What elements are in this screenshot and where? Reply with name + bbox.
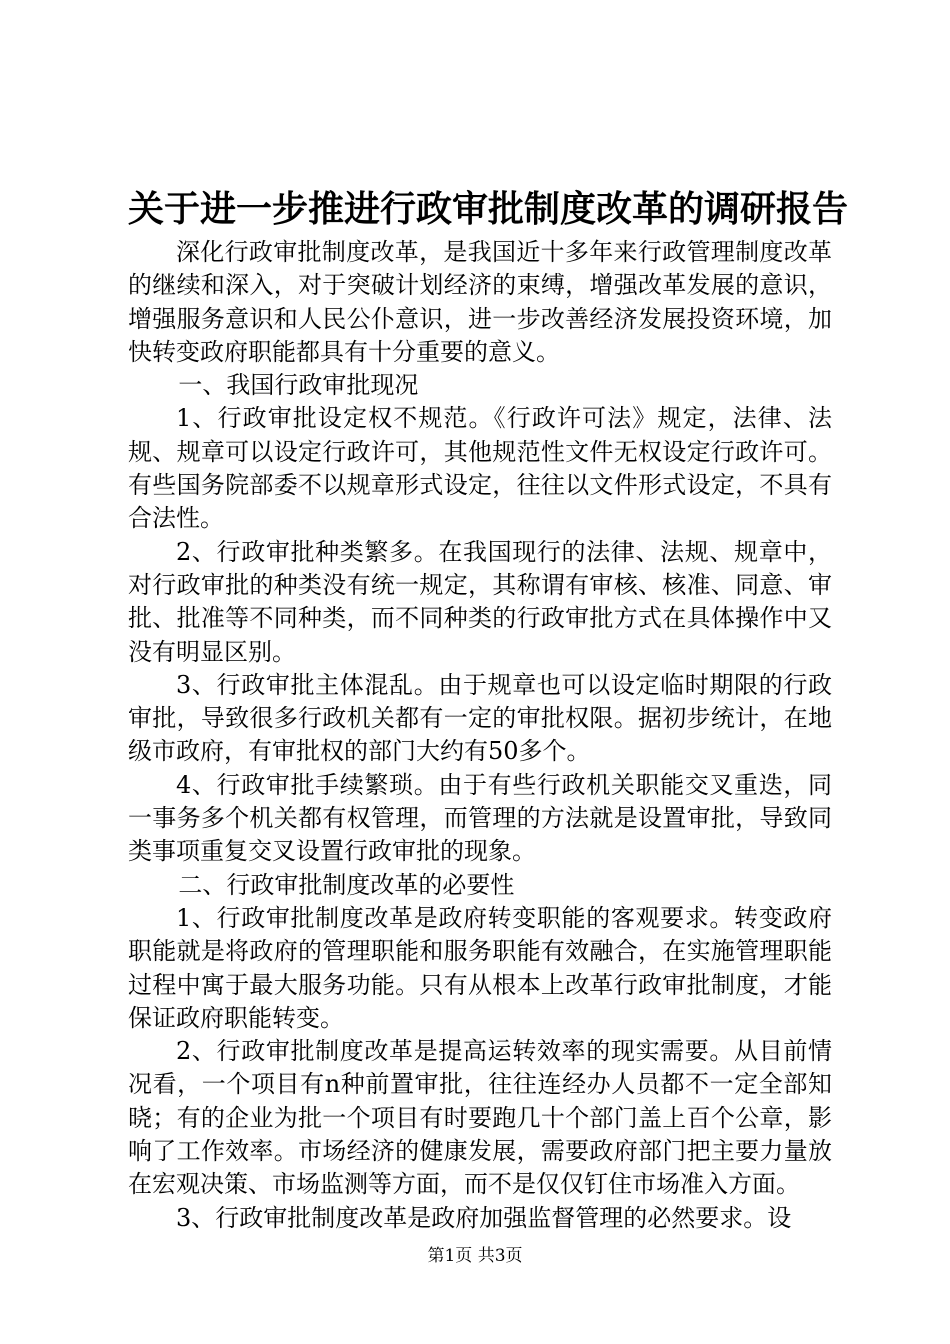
section-heading-status: 一、我国行政审批现况 <box>178 371 419 400</box>
intro-paragraph: 深化行政审批制度改革，是我国近十多年来行政管理制度改革的继续和深入，对于突破计划经济的束缚，增强改革发展的意识，增强服务意识和人民公仆意识，进一步改善经济发展投资环境，加快转变政府职能都具有十分重要的意义。 <box>128 238 832 366</box>
list-item: 1、行政审批制度改革是政府转变职能的客观要求。转变政府职能就是将政府的管理职能和服务职能有效融合，在实施管理职能过程中寓于最大服务功能。只有从根本上改革行政审批制度，才能保证政府职能转变。 <box>128 903 832 1032</box>
list-item: 1、行政审批设定权不规范。《行政许可法》规定，法律、法规、规章可以设定行政许可，其他规范性文件无权设定行政许可。有些国务院部委不以规章形式设定，往往以文件形式设定，不具有合法性。 <box>128 404 832 533</box>
list-item: 4、行政审批手续繁琐。由于有些行政机关职能交叉重迭，同一事务多个机关都有权管理，而管理的方法就是设置审批，导致同类事项重复交叉设置行政审批的现象。 <box>128 770 832 866</box>
section-heading-necessity: 二、行政审批制度改革的必要性 <box>178 870 515 899</box>
list-item: 3、行政审批制度改革是政府加强监督管理的必然要求。设 <box>176 1203 792 1232</box>
list-item: 2、行政审批种类繁多。在我国现行的法律、法规、规章中，对行政审批的种类没有统一规定，其称谓有审核、核准、同意、审批、批准等不同种类，而不同种类的行政审批方式在具体操作中又没有明显区别。 <box>128 537 832 666</box>
document-body <box>128 236 832 1235</box>
page-title: 关于进一步推进行政审批制度改革的调研报告 <box>128 188 849 230</box>
list-item: 3、行政审批主体混乱。由于规章也可以设定临时期限的行政审批，导致很多行政机关都有一定的审批权限。据初步统计，在地级市政府，有审批权的部门大约有50多个。 <box>128 670 832 766</box>
list-item: 2、行政审批制度改革是提高运转效率的现实需要。从目前情况看，一个项目有n种前置审批，往往连经办人员都不一定全部知晓；有的企业为批一个项目有时要跑几十个部门盖上百个公章，影响了工作效率。市场经济的健康发展，需要政府部门把主要力量放在宏观决策、市场监测等方面，而不是仅仅钉住市场准入方面。 <box>128 1037 832 1199</box>
page-number: 第1页 共3页 <box>427 1246 523 1266</box>
